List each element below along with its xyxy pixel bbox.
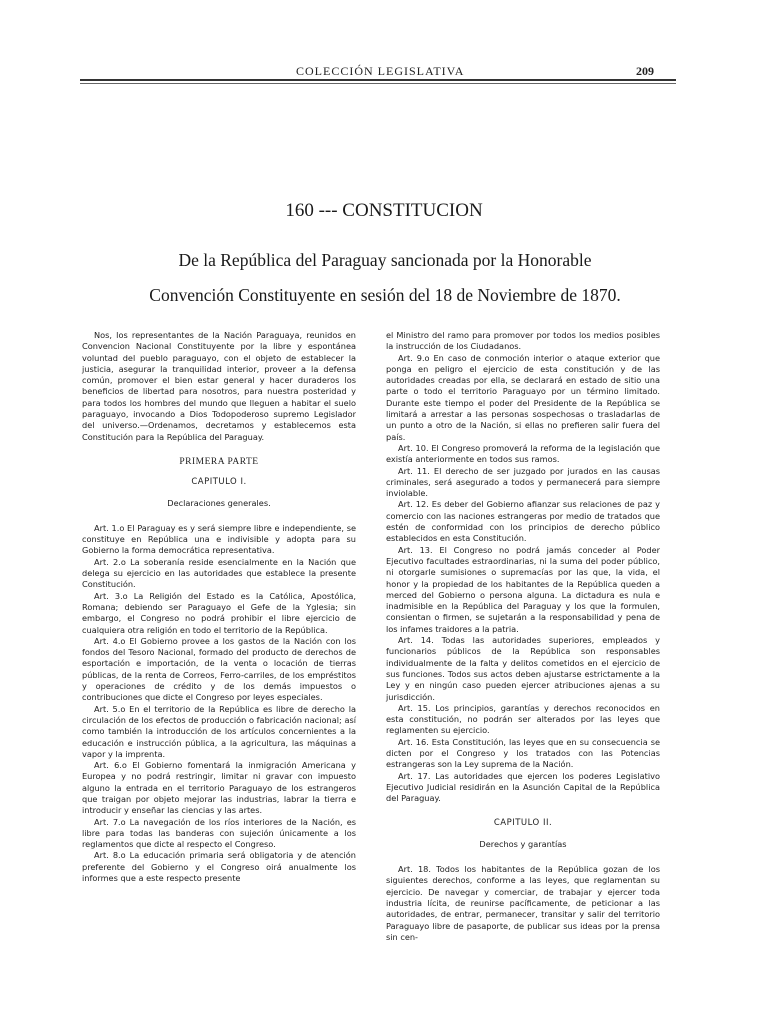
chapter-heading: CAPITULO I. xyxy=(191,477,247,488)
article: Art. 9.o En caso de conmoción interior o ataque exterior que ponga en peligro el ejercicio de esta constitución y de las autoridades creadas por ella, se declarará en estado de sitio una parte o todo el territorio Paraguayo por un término limitado. Durante este tiempo el poder del Presidente de la República se limitará a arrestar a las personas sospechosas o trasladarlas de un punto a otro de la Nación, si ellas no prefieren salir fuera del país. xyxy=(386,352,660,442)
page-number: 209 xyxy=(636,64,654,78)
article: Art. 16. Esta Constitución, las leyes que en su consecuencia se dicten por el Congreso y los tratados con las Potencias estrangeras son la Ley suprema de la Nación. xyxy=(386,736,660,770)
part-heading: PRIMERA PARTE xyxy=(179,456,259,467)
article: Art. 12. Es deber del Gobierno afianzar sus relaciones de paz y comercio con las naciones estrangeras por medio de tratados que estén de conformidad con los principios de derecho público establecidos en esta Constitución. xyxy=(386,499,660,544)
continuation-text: el Ministro del ramo para promover por todos los medios posibles la instrucción de los Ciudadanos. xyxy=(386,330,660,352)
subtitle-line-2: Convención Constituyente en sesión del 18 de Noviembre de 1870. xyxy=(149,285,621,305)
article: Art. 2.o La soberanía reside esencialmente en la Nación que delega su ejercicio en las autoridades que establece la presente Constitución. xyxy=(82,556,356,590)
article: Art. 17. Las autoridades que ejercen los poderes Legislativo Ejecutivo Judicial residirán en la Asunción Capital de la República del Paraguay. xyxy=(386,770,660,804)
article: Art. 18. Todos los habitantes de la República gozan de los siguientes derechos, conforme a las leyes, que reglamentan su ejercicio. De navegar y comerciar, de trabajar y ejercer toda industria lícita, de reunirse pacíficamente, de peticionar a las autoridades, de entrar, permanecer, transitar y salir del territorio Paraguayo libre de pasaporte, de publicar sus ideas por la prensa sin cen- xyxy=(386,864,660,942)
chapter-heading-2: CAPITULO II. xyxy=(493,818,553,829)
article: Art. 13. El Congreso no podrá jamás conceder al Poder Ejecutivo facultades estraordinarias, ni la suma del poder público, ni otorgarle sumisiones o supremacías por las que, la vida, el honor y la propiedad de los habitantes de la República queden a merced del Gobierno o persona alguna. La dictadura es nula e inadmisible en la República del Paraguay y los que la formulen, consientan o firmen, se sujetarán a la responsabilidad y pena de los infames traidores a la patria. xyxy=(386,544,660,634)
header-rule-thin xyxy=(80,83,676,84)
subtitle-line-1: De la República del Paraguay sancionada por la Honorable xyxy=(178,250,592,270)
article: Art. 8.o La educación primaria será obligatoria y de atención preferente del Gobierno y el Congreso oirá anualmente los informes que a este respecto presente xyxy=(82,850,356,884)
header-rule xyxy=(80,79,676,81)
document-title: 160 --- CONSTITUCION xyxy=(285,200,483,221)
article: Art. 1.o El Paraguay es y será siempre libre e independiente, se constituye en República una e indivisible y adopta para su Gobierno la forma democrática representativa. xyxy=(82,522,356,556)
section-heading-2: Derechos y garantías xyxy=(479,838,567,849)
article: Art. 15. Los principios, garantías y derechos reconocidos en esta constitución, no podrán ser alterados por las leyes que reglamenten su ejercicio. xyxy=(386,702,660,736)
article: Art. 14. Todas las autoridades superiores, empleados y funcionarios públicos de la República son responsables individualmente de la falta y delitos cometidos en el ejercicio de sus funciones. Todos sus actos deben ajustarse estrictamente a la Ley y en ningún caso pueden ejercer atribuciones ajenas a su jurisdicción. xyxy=(386,635,660,702)
preamble: Nos, los representantes de la Nación Paraguaya, reunidos en Convencion Nacional Constituyente por la libre y espontánea voluntad del pueblo paraguayo, con el objeto de establecer la justicia, asegurar la tranquilidad interior, proveer a la defensa común, promover el bien estar general y hacer duraderos los beneficios de libertad para nosotros, para nuestra posteridad y para todos los hombres del mundo que lleguen a habitar el suelo paraguayo, invocando a Dios Todopoderoso supremo Legislador del universo.—Ordenamos, decretamos y establecemos esta Constitución para la República del Paraguay. xyxy=(82,330,356,442)
running-header xyxy=(0,64,768,84)
article: Art. 7.o La navegación de los ríos interiores de la Nación, es libre para todas las banderas con sujeción únicamente a los reglamentos que dicte al respecto el Congreso. xyxy=(82,816,356,850)
article: Art. 6.o El Gobierno fomentará la inmigración Americana y Europea y no podrá restringir, limitar ni gravar con impuesto alguno la entrada en el territorio Paraguayo de los estrangeros que traigan por objeto mejorar las industrias, labrar la tierra e introducir y enseñar las ciencias y las artes. xyxy=(82,760,356,816)
running-title: COLECCIÓN LEGISLATIVA xyxy=(296,64,465,78)
section-heading: Declaraciones generales. xyxy=(167,497,271,508)
left-column xyxy=(82,330,356,884)
right-column xyxy=(386,330,660,943)
article: Art. 11. El derecho de ser juzgado por jurados en las causas criminales, será asegurado a todos y permanecerá para siempre inviolable. xyxy=(386,465,660,499)
article: Art. 10. El Congreso promoverá la reforma de la legislación que existía anteriormente en todos sus ramos. xyxy=(386,442,660,465)
article: Art. 5.o En el territorio de la República es libre de derecho la circulación de los efectos de producción o fabricación nacional; así como también la introducción de los artículos concernientes a la educación e instrucción pública, a la agricultura, las máquinas a vapor y la imprenta. xyxy=(82,703,356,759)
article: Art. 4.o El Gobierno provee a los gastos de la Nación con los fondos del Tesoro Nacional, formado del producto de derechos de esportación e importación, de la venta o locación de tierras públicas, de la renta de Correos, Ferro-carriles, de los empréstitos y operaciones de crédito y de los demás impuestos o contribuciones que dicte el Congreso por leyes especiales. xyxy=(82,635,356,703)
article: Art. 3.o La Religión del Estado es la Católica, Apostólica, Romana; debiendo ser Paraguayo el Gefe de la Yglesia; sin embargo, el Congreso no podrá prohibir el libre ejercicio de cualquiera otra religión en todo el territorio de la República. xyxy=(82,590,356,635)
